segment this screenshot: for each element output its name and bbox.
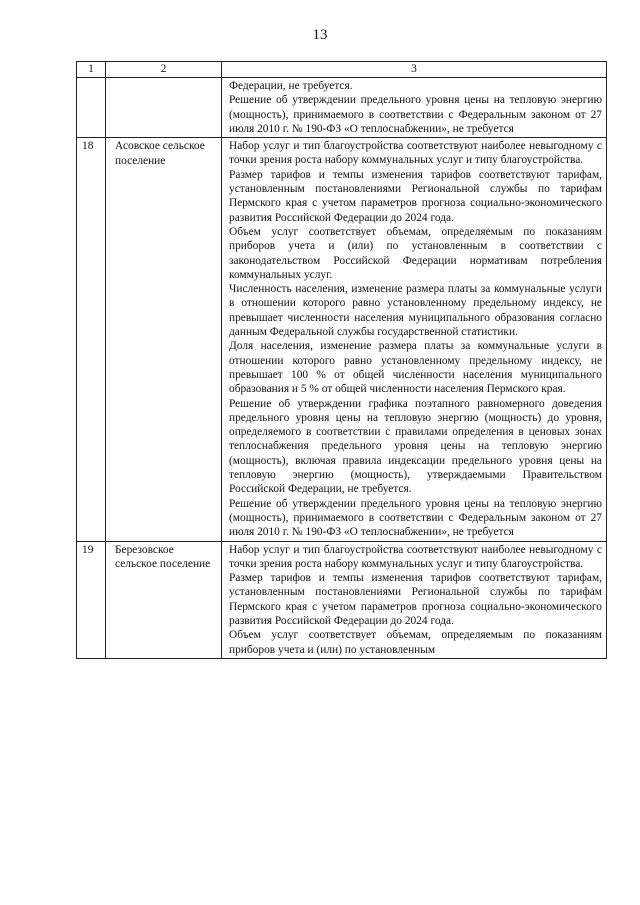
description-paragraph: Решение об утверждении предельного уровня цены на тепловую энергию (мощность), принимаемого в соответствии с Федеральным законом от 27 июля 2010 г. № 190-ФЗ «О теплоснабжении», не требуется xyxy=(229,497,602,539)
table-header-row xyxy=(77,62,607,78)
row-number: 19 xyxy=(77,541,106,658)
table-row xyxy=(77,78,607,138)
page-number: 13 xyxy=(312,27,328,43)
description-paragraph: Решение об утверждении графика поэтапного равномерного доведения предельного уровня цены на тепловую энергию (мощность) до уровня, определяемого в соответствии с правилами определения в ценовых зонах теплоснабжения предельного уровня цены на тепловую энергию (мощность), включая правила индексации предельного уровня цены на тепловую энергию (мощность), утверждаемыми Правительством Российской Федерации, не требуется. xyxy=(229,397,602,496)
municipality-name xyxy=(106,78,222,138)
column-header-municipality: 2 xyxy=(106,62,222,78)
description-paragraph: Федерации, не требуется. xyxy=(229,80,353,92)
description-cell xyxy=(222,138,607,541)
description-paragraph: Размер тарифов и темпы изменения тарифов соответствуют тарифам, установленным постановлениями Региональной службы по тарифам Пермского края с учетом параметров прогноза социально-экономического развития Российской Федерации до 2024 года. xyxy=(229,168,602,224)
table-row xyxy=(77,541,607,658)
description-paragraph: Численность населения, изменение размера платы за коммунальные услуги в отношении которого равно установленному предельному индексу, не превышает численности населения муниципального образования согласно данным Федеральной службы государственной статистики. xyxy=(229,283,602,339)
description-paragraph: Размер тарифов и темпы изменения тарифов соответствуют тарифам, установленным постановлениями Региональной службы по тарифам Пермского края с учетом параметров прогноза социально-экономического развития Российской Федерации до 2024 года. xyxy=(229,572,602,627)
tariff-table xyxy=(76,61,607,659)
description-cell xyxy=(222,541,607,658)
description-paragraph: Набор услуг и тип благоустройства соответствуют наиболее невыгодному с точки зрения роста набору коммунальных услуг и типу благоустройства. xyxy=(229,543,602,570)
column-header-description: 3 xyxy=(222,62,607,78)
municipality-name: Асовское сельское поселение xyxy=(106,138,222,541)
row-number: 18 xyxy=(77,138,106,541)
description-paragraph: Объем услуг соответствует объемам, определяемым по показаниям приборов учета и (или) по установленным в соответствии с законодательством Российской Федерации нормативам потребления коммунальных услуг. xyxy=(229,225,602,281)
column-header-number: 1 xyxy=(77,62,106,78)
table-row xyxy=(77,138,607,541)
description-paragraph: Набор услуг и тип благоустройства соответствуют наиболее невыгодному с точки зрения роста набору коммунальных услуг и типу благоустройства. xyxy=(229,140,602,167)
description-cell xyxy=(222,78,607,138)
municipality-name: Березовское сельское поселение xyxy=(106,541,222,658)
description-paragraph: Объем услуг соответствует объемам, определяемым по показаниям приборов учета и (или) по установленным xyxy=(229,629,602,656)
row-number xyxy=(77,78,106,138)
description-paragraph: Решение об утверждении предельного уровня цены на тепловую энергию (мощность), принимаемого в соответствии с Федеральным законом от 27 июля 2010 г. № 190-ФЗ «О теплоснабжении», не требуется xyxy=(229,94,602,135)
description-paragraph: Доля населения, изменение размера платы за коммунальные услуги в отношении которого равно установленному предельному индексу, не превышает 100 % от общей численности населения муниципального образования и 5 % от общей численности населения Пермского края. xyxy=(229,340,602,396)
